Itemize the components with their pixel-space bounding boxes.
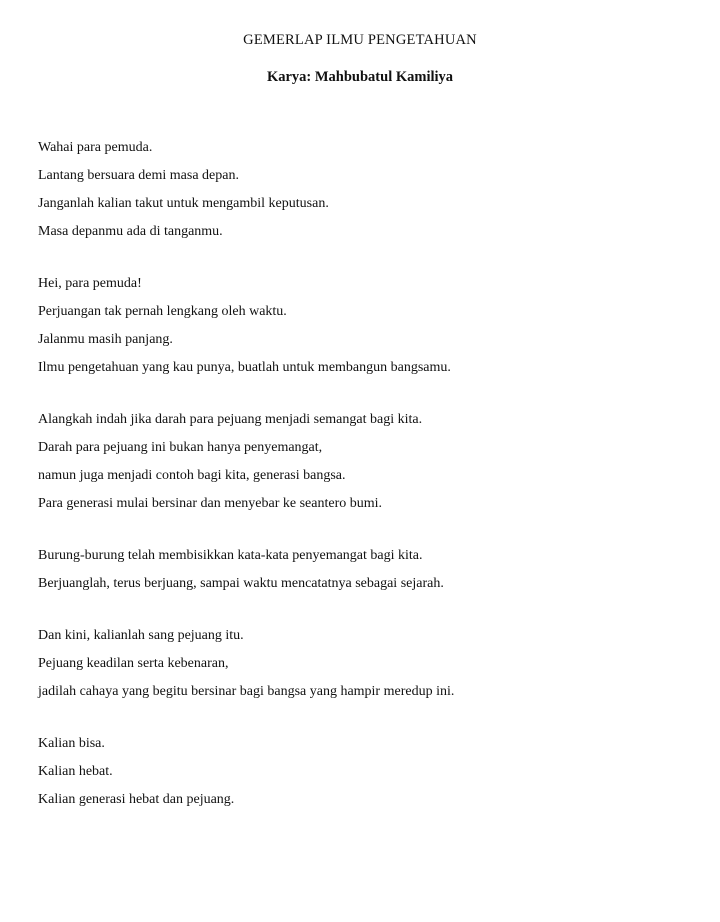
poem-line: Perjuangan tak pernah lengkang oleh waktu.: [38, 304, 287, 319]
poem-line: Hei, para pemuda!: [38, 276, 142, 291]
poem-stanza: [38, 270, 680, 382]
poem-line: Darah para pejuang ini bukan hanya penyemangat,: [38, 440, 323, 455]
poem-stanza: [38, 406, 680, 518]
poem-line: Jalanmu masih panjang.: [38, 332, 173, 347]
poem-line: Burung-burung telah membisikkan kata-kata penyemangat bagi kita.: [38, 548, 423, 563]
poem-stanza: [38, 622, 680, 706]
poem-stanza: [38, 134, 680, 246]
poem-line: Berjuanglah, terus berjuang, sampai waktu mencatatnya sebagai sejarah.: [38, 576, 444, 591]
poem-line: Masa depanmu ada di tanganmu.: [38, 224, 223, 239]
poem-byline: Karya: Mahbubatul Kamiliya: [266, 69, 454, 85]
poem-line: namun juga menjadi contoh bagi kita, generasi bangsa.: [38, 468, 346, 483]
poem-line: Lantang bersuara demi masa depan.: [38, 168, 239, 183]
poem-line: Janganlah kalian takut untuk mengambil keputusan.: [38, 196, 329, 211]
poem-line: Wahai para pemuda.: [38, 140, 153, 155]
poem-line: jadilah cahaya yang begitu bersinar bagi bangsa yang hampir meredup ini.: [38, 684, 455, 699]
poem-stanza: [38, 542, 680, 598]
poem-line: Kalian hebat.: [38, 764, 113, 779]
poem-line: Para generasi mulai bersinar dan menyebar ke seantero bumi.: [38, 496, 383, 511]
poem-line: Dan kini, kalianlah sang pejuang itu.: [38, 628, 244, 643]
poem-line: Kalian generasi hebat dan pejuang.: [38, 792, 235, 807]
poem-line: Alangkah indah jika darah para pejuang menjadi semangat bagi kita.: [38, 412, 423, 427]
poem-line: Pejuang keadilan serta kebenaran,: [38, 656, 229, 671]
poem-line: Kalian bisa.: [38, 736, 105, 751]
poem-stanza: [38, 730, 680, 814]
poem-title: GEMERLAP ILMU PENGETAHUAN: [243, 32, 477, 48]
poem-line: Ilmu pengetahuan yang kau punya, buatlah untuk membangun bangsamu.: [38, 360, 451, 375]
poem-body: [38, 134, 680, 814]
